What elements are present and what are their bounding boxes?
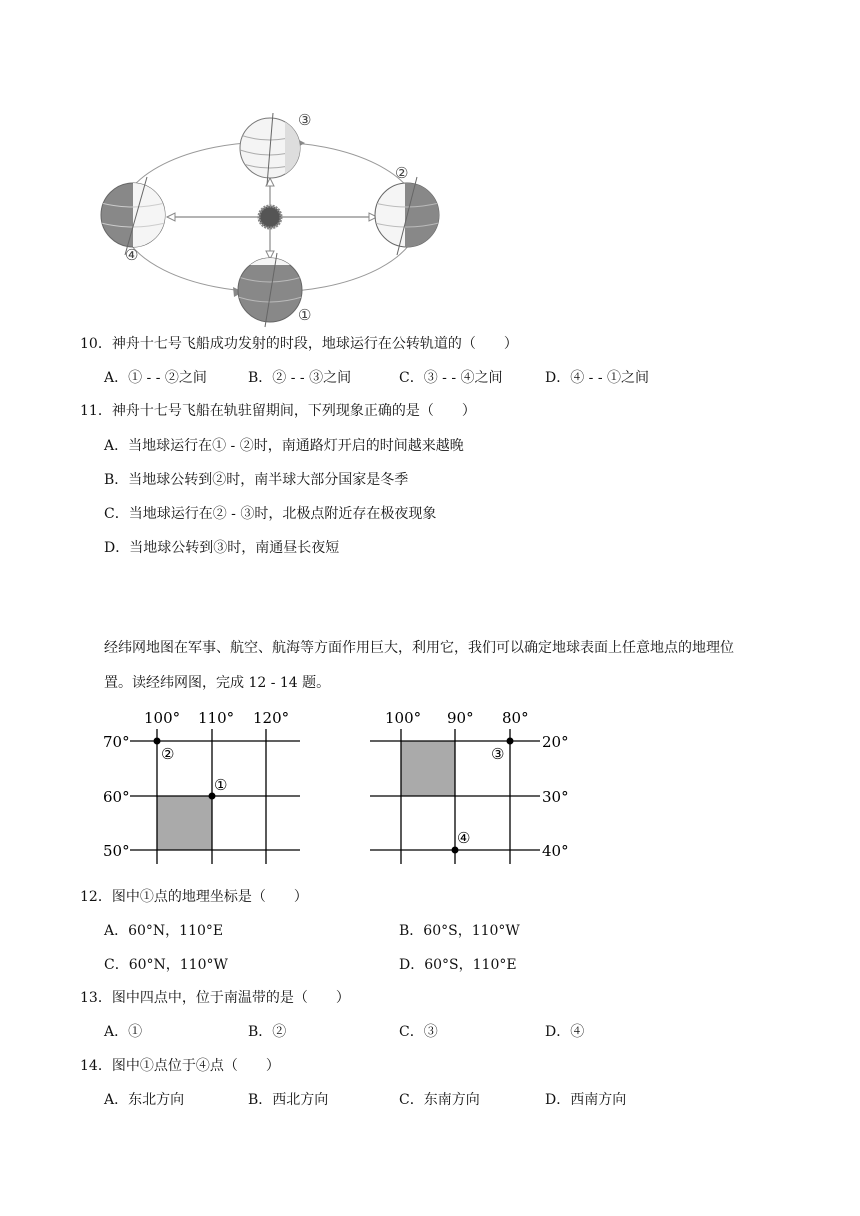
question-12-option-b[interactable]: B．60°S，110°W <box>399 923 520 939</box>
earth-position-1 <box>235 253 305 327</box>
lat-label-60: 60° <box>103 788 130 806</box>
intro-line-1: 经纬网地图在军事、航空、航海等方面作用巨大，利用它，我们可以确定地球表面上任意地点的地理位 <box>104 640 734 656</box>
lat-label-40: 40° <box>542 842 569 860</box>
intro-line-2: 置。读经纬网图，完成 12 - 14 题。 <box>104 675 331 691</box>
question-14-option-a[interactable]: A．东北方向 <box>104 1092 185 1108</box>
question-14-option-c[interactable]: C．东南方向 <box>399 1092 480 1108</box>
point-3 <box>507 738 514 745</box>
question-10-stem: 10．神舟十七号飞船成功发射的时段，地球运行在公转轨道的（ ） <box>80 336 518 352</box>
question-14-stem: 14．图中①点位于④点（ ） <box>80 1058 280 1074</box>
shaded-area-left <box>157 796 212 850</box>
orbit-label-4: ④ <box>125 246 139 264</box>
question-10-option-c[interactable]: C．③ - - ④之间 <box>399 370 503 386</box>
earth-position-4 <box>101 177 169 255</box>
question-11-option-c[interactable]: C．当地球运行在② - ③时，北极点附近存在极夜现象 <box>104 506 437 522</box>
question-13-option-d[interactable]: D．④ <box>545 1024 585 1040</box>
sun <box>259 206 281 228</box>
question-10-option-a[interactable]: A．① - - ②之间 <box>104 370 207 386</box>
question-12-option-d[interactable]: D．60°S，110°E <box>399 957 517 973</box>
lon-label-100-right: 100° <box>385 709 422 727</box>
orbit-label-2: ② <box>395 164 409 182</box>
question-13-option-a[interactable]: A．① <box>104 1024 143 1040</box>
lon-label-120: 120° <box>253 709 290 727</box>
point-label-3: ③ <box>491 745 505 763</box>
question-12-option-c[interactable]: C．60°N，110°W <box>104 957 228 973</box>
lat-label-30: 30° <box>542 788 569 806</box>
orbit-label-3: ③ <box>298 111 312 129</box>
question-13-stem: 13．图中四点中，位于南温带的是（ ） <box>80 990 350 1006</box>
lon-label-80: 80° <box>502 709 529 727</box>
orbit-label-1: ① <box>298 306 312 324</box>
grid-map-right <box>365 704 575 866</box>
point-label-1: ① <box>214 776 228 794</box>
point-4 <box>452 847 459 854</box>
question-13-option-c[interactable]: C．③ <box>399 1024 438 1040</box>
lat-label-70: 70° <box>103 733 130 751</box>
shaded-area-right <box>401 741 455 796</box>
lon-label-100: 100° <box>144 709 181 727</box>
point-label-4: ④ <box>457 829 471 847</box>
lat-label-50: 50° <box>103 842 130 860</box>
question-14-option-d[interactable]: D．西南方向 <box>545 1092 627 1108</box>
point-label-2: ② <box>161 745 175 763</box>
earth-orbit-figure <box>95 105 455 330</box>
lon-label-90: 90° <box>447 709 474 727</box>
question-10-option-d[interactable]: D．④ - - ①之间 <box>545 370 650 386</box>
question-11-stem: 11．神舟十七号飞船在轨驻留期间，下列现象正确的是（ ） <box>80 403 476 419</box>
grid-map-left <box>100 704 310 866</box>
question-13-option-b[interactable]: B．② <box>248 1024 287 1040</box>
lon-label-110: 110° <box>198 709 235 727</box>
question-14-option-b[interactable]: B．西北方向 <box>248 1092 329 1108</box>
question-12-option-a[interactable]: A．60°N，110°E <box>104 923 224 939</box>
lat-label-20: 20° <box>542 733 569 751</box>
earth-position-3 <box>240 113 305 185</box>
question-10-option-b[interactable]: B．② - - ③之间 <box>248 370 352 386</box>
earth-position-2 <box>375 177 441 255</box>
question-11-option-d[interactable]: D．当地球公转到③时，南通昼长夜短 <box>104 540 340 556</box>
point-2 <box>154 738 161 745</box>
question-11-option-a[interactable]: A．当地球运行在① - ②时，南通路灯开启的时间越来越晚 <box>104 438 464 454</box>
question-11-option-b[interactable]: B．当地球公转到②时，南半球大部分国家是冬季 <box>104 472 409 488</box>
question-12-stem: 12．图中①点的地理坐标是（ ） <box>80 889 308 905</box>
